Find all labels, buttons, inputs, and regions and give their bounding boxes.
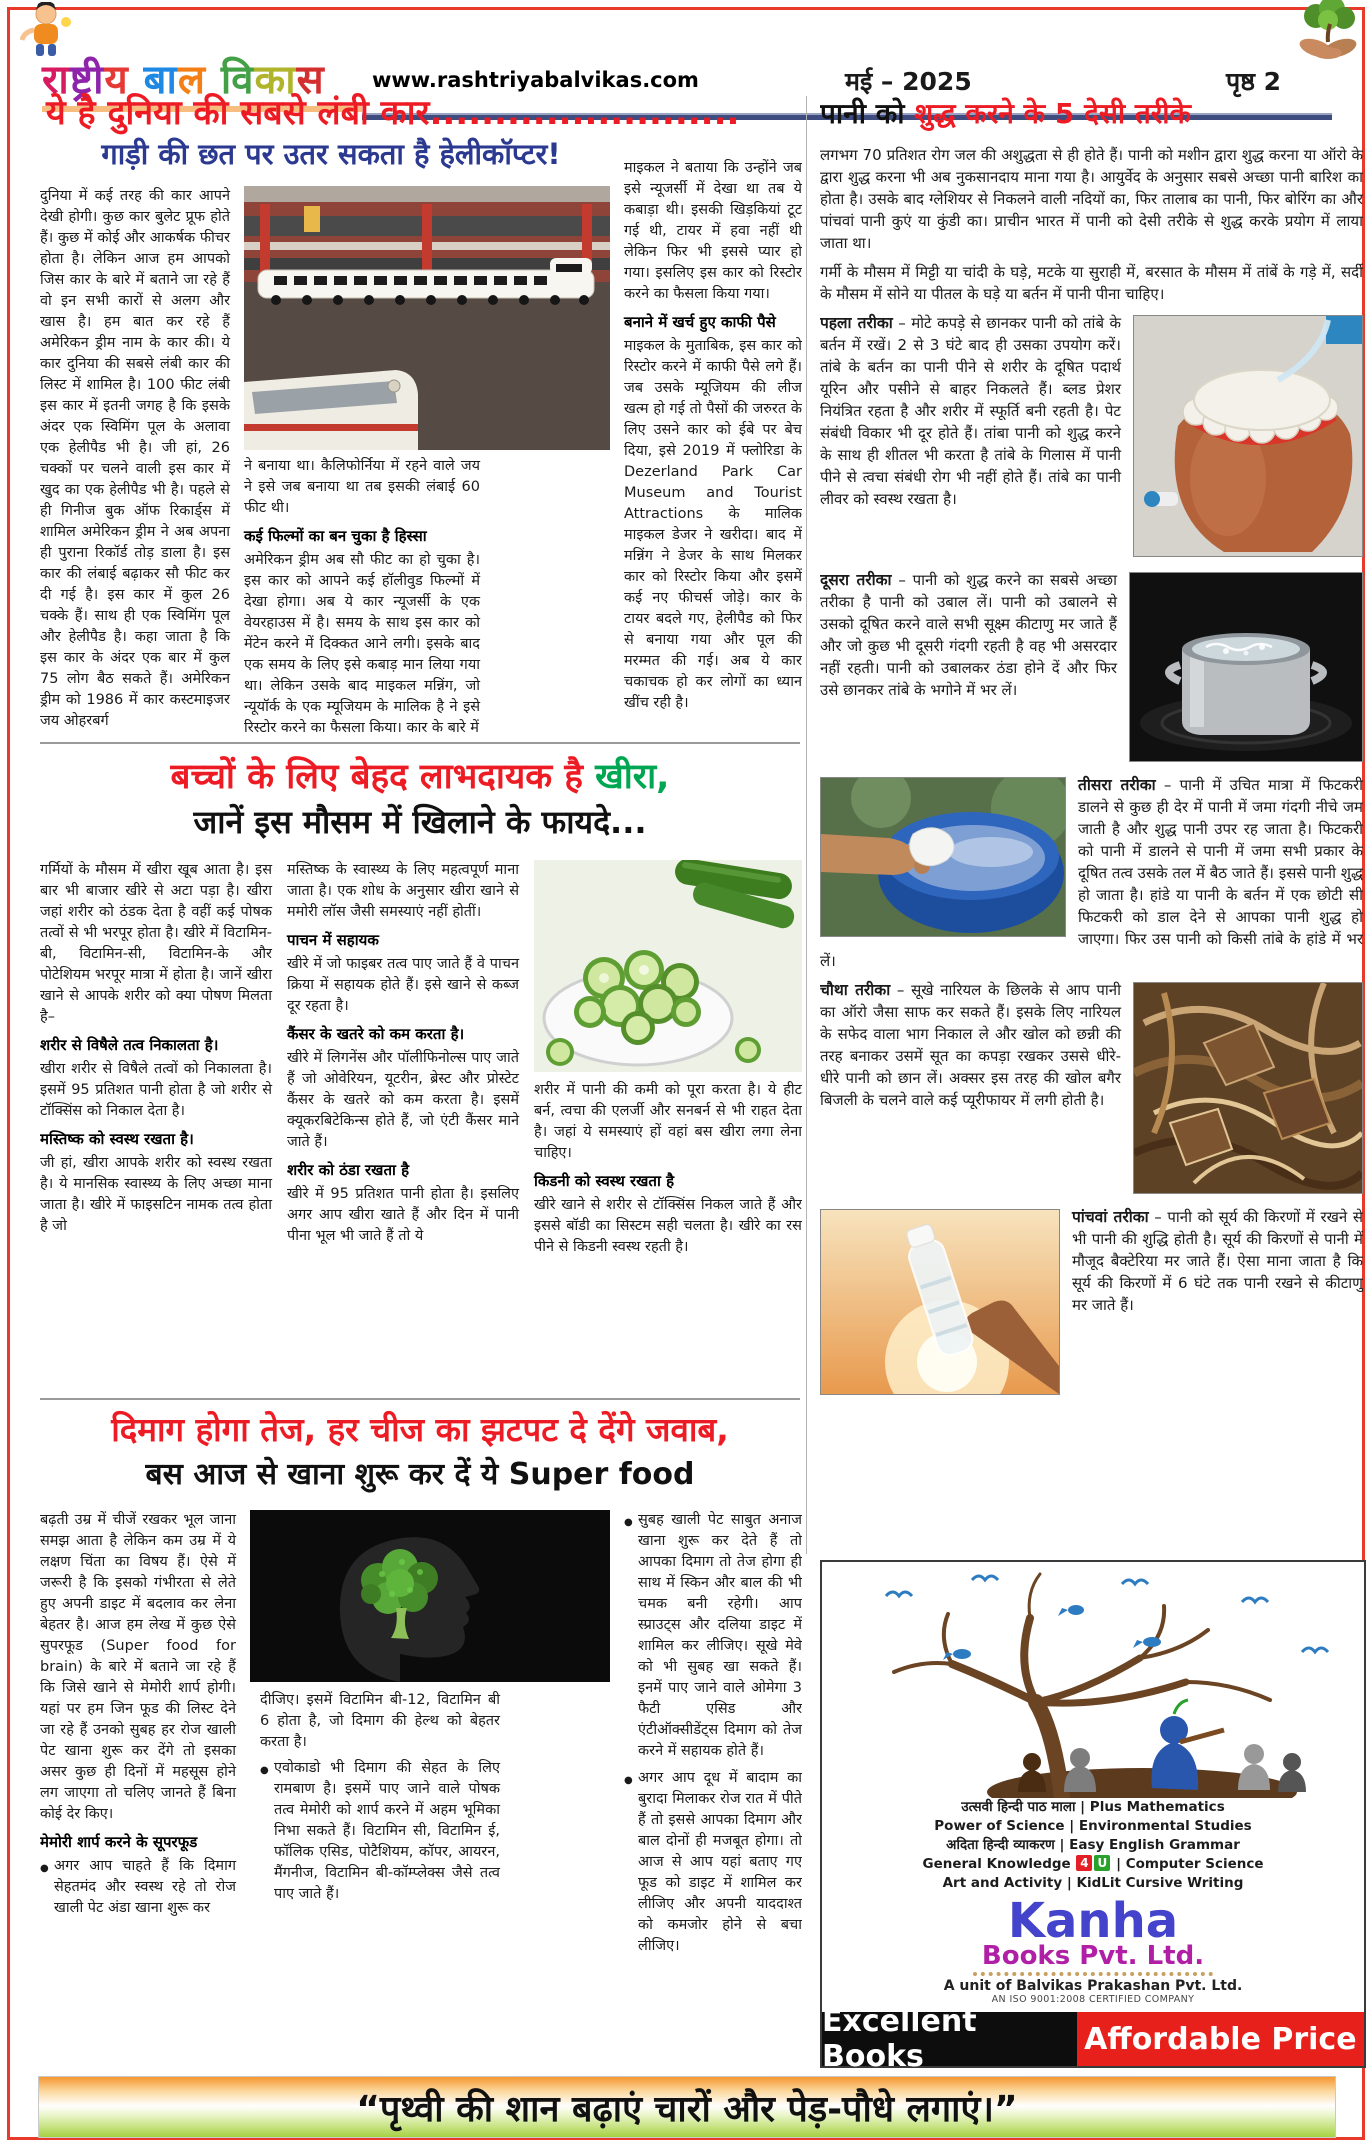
ad-tree-illustration — [822, 1562, 1364, 1798]
article-car — [40, 158, 802, 738]
method-3-label: तीसरा तरीका — [1078, 776, 1156, 794]
superfood-column-2 — [250, 1510, 610, 2018]
para-cool-cont: शरीर में पानी की कमी को पूरा करता है। ये हीट बर्न, त्वचा की एलर्जी और सनबर्न से भी राहत देता है। जहां ये समस्याएं हों वहां बस खीरा लगा लेना चाहिए। — [534, 1082, 802, 1161]
cucumber-column-1 — [40, 860, 272, 1392]
ad-gk-prefix: General Knowledge — [922, 1856, 1071, 1872]
bullet-egg: ● अगर आप चाहते हैं कि दिमाग सेहतमंद और स्वस्थ रहे तो रोज खाली पेट अंडा खाना शुरू कर — [40, 1856, 236, 1919]
superfood-column-1 — [40, 1510, 236, 2018]
bullet-grains: ● सुबह खाली पेट साबुत अनाज खाना शुरू कर देते हैं तो आपका दिमाग तो तेज होगा ही साथ में स्किन और बाल की भी चमक बनी रहेगी। आप स्प्राउट्स और दलिया डाइट में शामिल कर लीजिए। सूखे मेवे को भी सुबह खा सकते हैं। इनमें पाए जाने वाले ओमेगा 3 फैटी एसिड और एंटीऑक्सीडेंट्स दिमाग को तेज करने में सहायक होते हैं। — [624, 1510, 802, 1762]
cucumber-column-3 — [534, 860, 802, 1392]
ad-book-line: Power of Science | Environmental Studies — [934, 1818, 1252, 1834]
superfood-headline: दिमाग होगा तेज, हर चीज का झटपट दे देंगे जवाब, — [111, 1410, 729, 1449]
footer-banner — [38, 2076, 1336, 2138]
method-3-text: – पानी में उचित मात्रा में फिटकरी डालने से कुछ ही देर में पानी में जमा गंदगी नीचे जम जाती है और शुद्ध पानी उपर रह जाता है। फिटकरी को पानी में डालने से पानी में जमा सभी प्रकार के दूषित तत्व उसके तल में बैठ जाते हैं। इससे पानी शुद्ध हो जाता है। हांडे या पानी के बर्तन में एक छोटी सी फिटकरी को डाल देने से आपका पानी शुद्ध हो जाएगा। फिर उस पानी को किसी तांबे के हांडे में भर लें। — [820, 776, 1363, 970]
page-number: पृष्ठ 2 — [1226, 67, 1282, 96]
water-headline — [820, 94, 1363, 132]
cucumber-subheadline: जानें इस मौसम में खिलाने के फायदे... — [193, 803, 647, 841]
method-1-text: – मोटे कपड़े से छानकर पानी को तांबे के बर्तन में रखें। 2 से 3 घंटे बाद ही उसका उपयोग करें। तांबे के बर्तन का पानी पीने से शरीर के दूषित पदार्थ यूरिन और पसीने से बाहर निकलते हैं। ब्लड प्रेशर नियंत्रित रहता है और शरीर में स्फूर्ति बनी रहती है। पेट संबंधी विकार भी दूर होते हैं। तांबा पानी को शुद्ध करने के साथ ही शीतल भी करता है तांबे के गिलास में पानी पीने से त्वचा संबंधी रोग भी नहीं होते हैं। तांबे का पानी लीवर को स्वस्थ रखता है। — [820, 314, 1121, 508]
article-cucumber — [40, 860, 802, 1392]
issue-date: मई – 2025 — [845, 67, 972, 96]
limo-photo — [244, 186, 610, 450]
bullet-egg-cont: दीजिए। इसमें विटामिन बी-12, विटामिन बी 6 होता है, जो दिमाग की हेल्थ को बेहतर करता है। — [260, 1692, 500, 1750]
car-col2-para-a: ने बनाया था। कैलिफोर्निया में रहने वाले जय ने इसे जब बनाया था तब इसकी लंबाई 60 फीट थी। — [244, 458, 480, 516]
water-method-2 — [820, 569, 1363, 767]
car-column-1: दुनिया में कई तरह की कार आपने देखी होगी। कुछ कार बुलेट प्रूफ होते हैं। कुछ में कोई और आकर्षक फीचर होता है। लेकिन आज हम आपको जिस कार के बारे में बताने जा रहे हैं वो इन सभी कारों से अलग और खास है। हम बात कर रहे हैं अमेरिकन ड्रीम नाम के कार की। ये कार दुनिया की सबसे लंबी कार की लिस्ट में शामिल है। 100 फीट लंबी इस कार में इतनी जगह है कि इसके अंदर एक स्विमिंग पूल के अलावा एक हेलीपैड भी है। जी हां, 26 चक्कों पर चलने वाली इस कार में खुद का एक हेलीपैड भी है। पहले से ही गिनीज बुक ऑफ रिकार्ड्स में शामिल अमेरिकन ड्रीम ने अब अपना ही पुराना रिकॉर्ड तोड़ डाला है। इस कार की लंबाई बढ़ाकर सौ फीट कर दी गई है। इस कार में कुल 26 चक्के हैं। साथ ही एक स्विमिंग पूल और हेलीपैड है। कहा जाता है कि इस कार के अंदर एक बार में कुल 75 लोग बैठ सकते हैं। अमेरिकन ड्रीम को 1986 में कार कस्टमाइजर जय ओहरबर्ग — [40, 188, 230, 729]
ad-banner — [822, 2004, 1364, 2074]
car-column-3 — [624, 158, 802, 738]
kanha-books-label: Books Pvt. Ltd. — [981, 1941, 1205, 1971]
section-divider-2 — [40, 1398, 800, 1400]
ad-book-line: उत्सवी हिन्दी पाठ माला | Plus Mathematics — [961, 1799, 1225, 1815]
kanha-ad — [820, 1560, 1366, 2074]
car-subhead-money: बनाने में खर्च हुए काफी पैसे — [624, 313, 776, 331]
ad-gk-4-badge: 4 — [1076, 1855, 1092, 1871]
method-2-text: – पानी को शुद्ध करने का सबसे अच्छा तरीका है पानी को उबाल लें। पानी को उबालने से उसको दूषित करने वाले सभी सूक्ष्म कीटाणु मर जाते हैं और जो कुछ भी दूसरी गंदगी रहती है वह भी असरदार नहीं रहती। पानी को उबालकर ठंडा होने दें और फिर उसे छानकर तांबे के भगोने में भर लें। — [820, 571, 1117, 699]
para-digestion: खीरे में जो फाइबर तत्व पाए जाते हैं वे पाचन क्रिया में सहायक होते हैं। इसे खाने से कब्ज दूर रहता है। — [287, 956, 519, 1014]
para-kidney: खीरे खाने से शरीर से टॉक्सिंस निकल जाते हैं और इससे बॉडी का सिस्टम सही चलता है। खीरे का रस पीने से किडनी स्वस्थ रहती है। — [534, 1197, 802, 1255]
plant-in-hands-illustration — [1294, 0, 1360, 64]
car-subhead-films: कई फिल्मों का बन चुका है हिस्सा — [244, 527, 427, 545]
cucumber-headline-red: बच्चों के लिए बेहद लाभदायक है — [170, 757, 596, 797]
method-4-text: – सूखे नारियल के छिलके से आप पानी का ऑरो जैसा साफ कर सकते हैं। इसके लिए नारियल के सफेद वाला भाग निकाल ले और खोल को छन्नी की तरह बनाकर उसमें सूत का कपड़ा रखकर उससे धीरे-धीरे पानी को छान लें। अक्सर इस तरह की खोल बगैर बिजली के चलने वाले कई प्यूरीफायर में लगी होती है। — [820, 981, 1122, 1109]
water-method-4 — [820, 979, 1363, 1199]
superfood-column-3 — [624, 1510, 802, 2018]
cucumber-column-3-text — [534, 1080, 802, 1258]
cucumber-intro: गर्मियों के मौसम में खीरा खूब आता है। इस बार भी बाजार खीरे से अटा पड़ा है। खीरा जहां शरीर को ठंडक देता है वहीं कई पोषक तत्वों से भी भरपूर होता है। खीरे में विटामिन-बी, विटामिन-सी, विटामिन-के और पोटेशियम भरपूर मात्रा में होता है। जानें खीरा खाने से आपके शरीर को क्या पोषण मिलता है– — [40, 862, 272, 1025]
car-col3-para-a: माइकल ने बताया कि उन्होंने जब इसे न्यूजर्सी में देखा था तब ये कबाड़ा थी। इसकी खिड़कियां टूट गई थी, टायर में हवा नहीं थी लेकिन फिर भी इससे प्यार हो गया। इसलिए इस कार को रिस्टोर करने का फैसला किया गया। — [624, 160, 802, 302]
car-col3-para-b: माइकल के मुताबिक, इस कार को रिस्टोर करने में काफी पैसे लगे हैं। जब उसके म्यूजियम की लीज खत्म हो गई तो पैसों की जरुरत के लिए उसने कार को ईबे पर बेच दिया, इसे 2019 में फ्लोरिडा के Dezerland Park Car Museum and Tourist Attractions के मालिक माइकल डेजर ने खरीदा। बाद में मन्निंग ने डेजर के साथ मिलकर कार को रिस्टोर किया और इसमें कई नए फीचर्स जोड़े। कार के टायर बदले गए, हेलीपैड को फिर से बनाया गया और पूल की मरम्मत की गई। अब ये कार चकाचक हो कर लोगों का ध्यान खींच रही है। — [624, 338, 802, 711]
ad-banner-affordable: Affordable Price — [1077, 2012, 1364, 2066]
water-method-5 — [820, 1206, 1363, 1400]
superfood-intro: बढ़ती उम्र में चीजें रखकर भूल जाना समझ आता है लेकिन कम उम्र में ये लक्षण चिंता का विषय हैं। ऐसे में जरूरी है कि इसको गंभीरता से लेते हुए अपनी डाइट में बदलाव कर लेना बेहतर है। आज हम लेख में कुछ ऐसे सुपरफूड (Super food for brain) के बारे में बताने जा रहे हैं कि जिसे खाने से मेमोरी शार्प होगी। यहां पर हम जिन फूड की लिस्ट देने जा रहे हैं उनको सुबह हर रोज खाली पेट खाना शुरू कर देंगे तो इसका असर कुछ ही दिनों में महसूस होने लग जाएगा तो चलिए जानते हैं बिना कोई देर किए। — [40, 1512, 236, 1822]
car-column-2-text — [244, 456, 480, 738]
car-subheadline: गाड़ी की छत पर उतर सकता है हेलीकॉप्टर! — [101, 137, 561, 171]
car-col2-para-b: अमेरिकन ड्रीम अब सौ फीट का हो चुका है। इस कार को आपने कई हॉलीवुड फिल्मों में देखा होगा। अब ये कार न्यूजर्सी के एक वेयरहाउस में है। समय के साथ इस कार को मेंटेन करने में दिक्कत आने लगी। इसके बाद एक समय के लिए इसे कबाड़ मान लिया गया था। लेकिन उसके बाद माइकल मन्निंग, जो न्यूयॉर्क के एक म्यूजियम के मालिक है ने इसे रिस्टोर करने का फैसला किया। कार के बारे में — [244, 552, 480, 736]
brain-photo — [250, 1510, 610, 1682]
cucumber-column-2 — [287, 860, 519, 1392]
alum-photo — [820, 777, 1066, 937]
water-method-1 — [820, 312, 1363, 562]
car-column-2 — [244, 158, 610, 738]
ad-dotted-rule — [973, 1972, 1213, 1976]
method-5-text: – पानी को सूर्य की किरणों में रखने से भी पानी की शुद्धि होती है। सूर्य की किरणों से पानी में मौजूद बैक्टेरिया मर जाते हैं। ऐसा माना जाता है कि सूर्य की किरणों में 6 घंटे तक पानी रखने से कीटाणु मर जाते हैं। — [1072, 1208, 1363, 1314]
article-superfood — [40, 1510, 802, 2018]
ad-book-line-gk — [822, 1855, 1364, 1874]
ad-unit-line: A unit of Balvikas Prakashan Pvt. Ltd. — [943, 1978, 1243, 1994]
subhead-superfood-list: मेमोरी शार्प करने के सूपरफूड — [40, 1833, 198, 1851]
water-headline-black: पानी को — [820, 97, 915, 130]
ad-iso-line: AN ISO 9001:2008 CERTIFIED COMPANY — [991, 1994, 1195, 2005]
subhead-cool: शरीर को ठंडा रखता है — [287, 1161, 410, 1179]
para-toxins: खीरा शरीर से विषैले तत्वों को निकालता है। इसमें 95 प्रतिशत पानी होता है जो शरीर से टॉक्सिंस को निकाल देता है। — [40, 1061, 272, 1119]
site-url: www.rashtriyabalvikas.com — [372, 68, 699, 92]
subhead-toxins: शरीर से विषैले तत्व निकालता है। — [40, 1036, 219, 1054]
method-5-label: पांचवां तरीका — [1072, 1208, 1149, 1226]
para-brain-cont: मस्तिष्क के स्वास्थ्य के लिए महत्वपूर्ण माना जाता है। एक शोध के अनुसार खीरा खाने से ममोरी लॉस जैसी समस्याएं नहीं होतीं। — [287, 862, 519, 920]
water-headline-red: शुद्ध करने के 5 देसी तरीके — [914, 97, 1192, 130]
ad-gk-u-badge: U — [1094, 1855, 1110, 1871]
article-water — [820, 94, 1363, 1556]
bullet-avocado: ● एवोकाडो भी दिमाग की सेहत के लिए रामबाण है। इसमें पाए जाने वाले पोषक तत्व मेमोरी को शार्प करने में अहम भूमिका निभा सकते हैं। विटामिन सी, विटामिन ई, फॉलिक एसिड, पोटैशियम, कॉपर, आयरन, मैंगनीज, विटामिन बी-कॉम्प्लेक्स जैसे तत्व पाए जाते हैं। — [260, 1758, 500, 1905]
ad-book-line: अदिता हिन्दी व्याकरण | Easy English Grammar — [946, 1837, 1240, 1853]
ad-book-line: Art and Activity | KidLit Cursive Writing — [942, 1875, 1244, 1891]
car-headline: ये है दुनिया की सबसे लंबी कार........................ — [46, 93, 740, 133]
column-divider — [806, 96, 807, 1554]
subhead-brain: मस्तिष्क को स्वस्थ रखता है। — [40, 1130, 194, 1148]
method-4-label: चौथा तरीका — [820, 981, 891, 999]
subhead-cancer: कैंसर के खतरे को कम करता है। — [287, 1025, 465, 1043]
footer-slogan: “पृथ्वी की शान बढ़ाएं चारों और पेड़-पौधे लगाएं।” — [356, 2088, 1018, 2130]
method-2-label: दूसरा तरीका — [820, 571, 892, 589]
cucumber-photo — [534, 860, 802, 1072]
superfood-column-2-text — [260, 1690, 500, 1905]
ad-gk-suffix: | Computer Science — [1116, 1856, 1264, 1872]
cucumber-headline-green: खीरा, — [595, 757, 670, 797]
sun-bottle-photo — [820, 1209, 1060, 1395]
ad-book-list — [822, 1798, 1364, 1893]
water-intro-1: लगभग 70 प्रतिशत रोग जल की अशुद्धता से ही होते हैं। पानी को मशीन द्वारा शुद्ध करना या ऑरो के द्वारा शुद्ध करना भी अब नुकसानदाय माना गया है। आयुर्वेद के अनुसार सबसे अच्छा पानी बारिश का होता है। उसके बाद ग्लेशियर से निकलने वाली नदियों का, फिर तालाब का पानी, फिर बोरिंग का और पांचवां पानी कुएं या कुंडी का। प्राचीन भारत में पानी को देसी तरीके से शुद्ध करके प्रयोग में लाया जाता था। — [820, 146, 1363, 252]
claypot-photo — [1133, 315, 1363, 557]
subhead-digestion: पाचन में सहायक — [287, 931, 379, 949]
kanha-logo: Kanha — [1007, 1893, 1179, 1949]
kid-illustration — [20, 2, 72, 62]
para-brain: जी हां, खीरा आपके शरीर को स्वस्थ रखता है। ये मानसिक स्वास्थ्य के लिए अच्छा माना जाता है। खीरे में फाइसटिन नामक तत्व होता है जो — [40, 1155, 272, 1234]
masthead-logo: राष्ट्रीय बाल विकास — [42, 57, 325, 103]
water-intro-2: गर्मी के मौसम में मिट्टी या चांदी के घड़े, मटके या सुराही में, बरसात के मौसम में तांबें के गड़े में, सर्दी के मौसम में सोने या पीतल के घड़े या बर्तन में पानी पीना चाहिए। — [820, 263, 1363, 303]
coconut-husk-photo — [1133, 982, 1363, 1194]
cucumber-headline — [40, 752, 800, 799]
boiling-pot-photo — [1129, 572, 1363, 762]
method-1-label: पहला तरीका — [820, 314, 893, 332]
water-method-3 — [820, 774, 1363, 972]
superfood-subheadline: बस आज से खाना शुरू कर दें ये Super food — [145, 1457, 695, 1492]
ad-banner-excellent: Excellent Books — [822, 2012, 1077, 2066]
para-cancer: खीरे में लिगनेंस और पॉलीफिनोल्स पाए जाते हैं जो ओवेरियन, यूटरीन, ब्रेस्ट और प्रोस्टेट कैंसर के खतरे को कम करता है। इसमें क्यूकरबिटेकिन्स होते हैं, जो एंटी कैंसर माने जाते हैं। — [287, 1050, 519, 1150]
para-cool: खीरे में 95 प्रतिशत पानी होता है। इसलिए अगर आप खीरा खाते हैं और दिन में पानी पीना भूल भी जाते हैं तो ये — [287, 1186, 519, 1244]
section-divider-1 — [40, 742, 800, 744]
bullet-almond-milk: ● अगर आप दूध में बादाम का बुरादा मिलाकर रोज रात में पीते हैं तो इससे आपका दिमाग और बाल दोनों ही मजबूत होगा। तो आज से आप यहां बताए गए फूड को डाइट में शामिल कर लीजिए और अपनी याददाश्त को कमजोर होने से बचा लीजिए। — [624, 1768, 802, 1957]
subhead-kidney: किडनी को स्वस्थ रखता है — [534, 1172, 675, 1190]
